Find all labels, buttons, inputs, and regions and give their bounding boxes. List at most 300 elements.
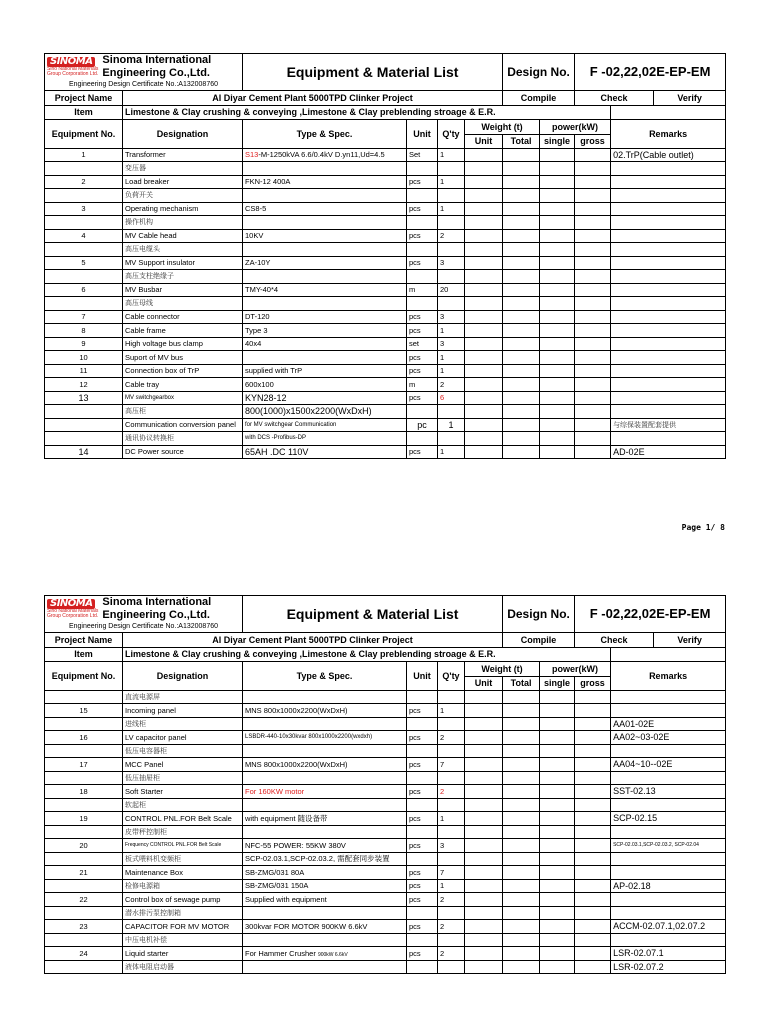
cell-weight-total <box>503 879 540 893</box>
cell-remarks: 02.TrP(Cable outlet) <box>611 148 726 162</box>
cell-power-single <box>540 418 575 432</box>
cell-power-gross <box>575 906 611 920</box>
cell-qty: 6 <box>438 391 465 405</box>
cell-weight-total <box>503 405 540 419</box>
cell-unit <box>407 933 438 947</box>
cell-power-single <box>540 785 575 799</box>
spec-text: SB-ZMG/031 150A <box>245 881 309 891</box>
cell-power-single <box>540 243 575 257</box>
cell-unit <box>407 798 438 812</box>
cell-type-spec <box>243 704 407 718</box>
cell-power-single <box>540 893 575 907</box>
cell-weight-total <box>503 947 540 961</box>
cell-unit: pcs <box>407 704 438 718</box>
cell-weight-unit <box>465 324 503 338</box>
cell-designation: Soft Starter <box>123 785 243 799</box>
cell-qty <box>438 297 465 311</box>
cell-weight-total <box>503 189 540 203</box>
cell-equipment-no: 22 <box>45 893 123 907</box>
company-cell <box>45 596 243 623</box>
cell-weight-total <box>503 297 540 311</box>
cell-weight-total <box>503 364 540 378</box>
cell-power-single <box>540 432 575 446</box>
cell-power-gross <box>575 324 611 338</box>
cell-power-gross <box>575 297 611 311</box>
cell-power-gross <box>575 960 611 974</box>
cell-weight-unit <box>465 270 503 284</box>
cell-weight-total <box>503 717 540 731</box>
table-row <box>45 175 726 189</box>
cell-remarks: SCP-02.15 <box>611 812 726 826</box>
col-type-spec: Type & Spec. <box>243 661 407 690</box>
cell-weight-unit <box>465 405 503 419</box>
table-row <box>45 405 726 419</box>
cell-weight-total <box>503 243 540 257</box>
design-no-value: F -02,22,02E-EP-EM <box>575 54 726 91</box>
cell-designation: CAPACITOR FOR MV MOTOR <box>123 920 243 934</box>
cell-qty: 1 <box>438 418 465 432</box>
cell-unit: set <box>407 337 438 351</box>
cell-weight-unit <box>465 960 503 974</box>
cell-equipment-no: 15 <box>45 704 123 718</box>
cell-remarks <box>611 229 726 243</box>
cell-remarks <box>611 216 726 230</box>
cell-designation: 直流电源屏 <box>123 690 243 704</box>
cell-qty: 2 <box>438 920 465 934</box>
cell-equipment-no: 11 <box>45 364 123 378</box>
cell-power-gross <box>575 256 611 270</box>
cell-remarks <box>611 270 726 284</box>
cell-unit <box>407 960 438 974</box>
table-row <box>45 283 726 297</box>
item-blank <box>611 105 726 119</box>
cell-designation: DC Power source <box>123 445 243 459</box>
cell-designation: Cable connector <box>123 310 243 324</box>
cell-qty: 1 <box>438 175 465 189</box>
spec-text: DT-120 <box>245 312 270 322</box>
cell-remarks <box>611 852 726 866</box>
cell-power-single <box>540 866 575 880</box>
cell-qty <box>438 216 465 230</box>
cell-remarks <box>611 297 726 311</box>
cell-power-gross <box>575 351 611 365</box>
cell-type-spec <box>243 418 407 432</box>
cell-qty: 3 <box>438 839 465 853</box>
cell-weight-unit <box>465 175 503 189</box>
cell-weight-total <box>503 744 540 758</box>
cell-type-spec <box>243 920 407 934</box>
cell-equipment-no <box>45 243 123 257</box>
cell-unit: pcs <box>407 812 438 826</box>
cell-type-spec <box>243 283 407 297</box>
logo-mark: SINOMA <box>47 599 95 609</box>
cell-weight-total <box>503 906 540 920</box>
cell-qty <box>438 243 465 257</box>
col-designation: Designation <box>123 119 243 148</box>
certificate-no: Engineering Design Certificate No.:A132008760 <box>45 80 243 90</box>
cell-type-spec <box>243 378 407 392</box>
table-row <box>45 243 726 257</box>
cell-weight-total <box>503 812 540 826</box>
cell-power-single <box>540 405 575 419</box>
cell-power-gross <box>575 704 611 718</box>
cell-type-spec <box>243 717 407 731</box>
cell-qty: 2 <box>438 229 465 243</box>
cell-weight-total <box>503 324 540 338</box>
cell-power-single <box>540 162 575 176</box>
cell-type-spec <box>243 947 407 961</box>
cell-power-gross <box>575 148 611 162</box>
table-row <box>45 785 726 799</box>
table-row <box>45 906 726 920</box>
cell-unit: m <box>407 378 438 392</box>
cell-power-single <box>540 270 575 284</box>
cell-qty: 3 <box>438 310 465 324</box>
col-unit: Unit <box>407 661 438 690</box>
cell-remarks: AP-02.18 <box>611 879 726 893</box>
col-power: power(kW) <box>540 119 611 134</box>
sinoma-logo <box>47 57 98 78</box>
cell-weight-unit <box>465 758 503 772</box>
cell-equipment-no: 4 <box>45 229 123 243</box>
cell-equipment-no: 5 <box>45 256 123 270</box>
col-unit: Unit <box>407 119 438 148</box>
cell-type-spec <box>243 852 407 866</box>
cell-type-spec <box>243 825 407 839</box>
cell-unit: pcs <box>407 175 438 189</box>
cell-power-gross <box>575 418 611 432</box>
cell-designation: MCC Panel <box>123 758 243 772</box>
cell-unit <box>407 162 438 176</box>
table-row <box>45 310 726 324</box>
cell-remarks <box>611 866 726 880</box>
cell-designation: Liquid starter <box>123 947 243 961</box>
cell-power-gross <box>575 283 611 297</box>
cell-designation: 潜水排污泵控制箱 <box>123 906 243 920</box>
cell-power-gross <box>575 933 611 947</box>
spec-text: for MV switchgear Communication <box>245 421 337 428</box>
project-name-label: Project Name <box>45 632 123 647</box>
table-row <box>45 324 726 338</box>
cell-weight-total <box>503 162 540 176</box>
cell-type-spec <box>243 812 407 826</box>
cell-power-single <box>540 771 575 785</box>
cell-weight-unit <box>465 216 503 230</box>
cell-equipment-no <box>45 270 123 284</box>
cell-remarks <box>611 310 726 324</box>
item-description: Limestone & Clay crushing & conveying ,Limestone & Clay preblending stroage & E.R. <box>123 105 611 119</box>
cell-designation: LV capacitor panel <box>123 731 243 745</box>
cell-designation: High voltage bus clamp <box>123 337 243 351</box>
cell-type-spec <box>243 879 407 893</box>
cell-power-gross <box>575 243 611 257</box>
cell-power-gross <box>575 391 611 405</box>
cell-designation: 低压电容器柜 <box>123 744 243 758</box>
cell-weight-total <box>503 418 540 432</box>
cell-weight-unit <box>465 771 503 785</box>
col-type-spec: Type & Spec. <box>243 119 407 148</box>
cell-equipment-no: 2 <box>45 175 123 189</box>
cell-qty <box>438 432 465 446</box>
cell-weight-total <box>503 283 540 297</box>
cell-designation: CONTROL PNL.FOR Belt Scale <box>123 812 243 826</box>
header-table-1 <box>44 53 726 459</box>
spec-text: Supplied with equipment <box>245 894 327 904</box>
cell-type-spec <box>243 391 407 405</box>
cell-unit: pcs <box>407 364 438 378</box>
cell-qty: 1 <box>438 364 465 378</box>
cell-type-spec <box>243 351 407 365</box>
table-row <box>45 704 726 718</box>
cell-type-spec <box>243 364 407 378</box>
cell-equipment-no <box>45 771 123 785</box>
spec-text: MNS 800x1000x2200(WxDxH) <box>245 705 348 715</box>
cell-unit <box>407 690 438 704</box>
cell-weight-unit <box>465 202 503 216</box>
cell-designation: Control box of sewage pump <box>123 893 243 907</box>
cell-type-spec <box>243 216 407 230</box>
item-blank <box>611 647 726 661</box>
cell-type-spec <box>243 798 407 812</box>
cell-equipment-no: 10 <box>45 351 123 365</box>
cell-equipment-no <box>45 852 123 866</box>
document-title: Equipment & Material List <box>243 596 503 633</box>
col-remarks: Remarks <box>611 119 726 148</box>
cell-qty: 7 <box>438 758 465 772</box>
cell-type-spec <box>243 297 407 311</box>
cell-power-single <box>540 297 575 311</box>
cell-unit: pcs <box>407 947 438 961</box>
cell-equipment-no <box>45 432 123 446</box>
cell-weight-total <box>503 771 540 785</box>
cell-power-gross <box>575 216 611 230</box>
cell-designation: 高压母线 <box>123 297 243 311</box>
certificate-no: Engineering Design Certificate No.:A132008760 <box>45 622 243 632</box>
cell-weight-unit <box>465 189 503 203</box>
cell-remarks: SCP-02.03.1,SCP-02.03.2, SCP-02.04 <box>611 839 726 853</box>
item-description: Limestone & Clay crushing & conveying ,Limestone & Clay preblending stroage & E.R. <box>123 647 611 661</box>
cell-equipment-no <box>45 297 123 311</box>
cell-power-gross <box>575 405 611 419</box>
spec-tail: 900kW 6.6kV <box>317 951 348 958</box>
cell-power-single <box>540 202 575 216</box>
spec-text: SB-ZMG/031 80A <box>245 867 305 877</box>
cell-designation: 负荷开关 <box>123 189 243 203</box>
cell-power-gross <box>575 812 611 826</box>
cell-equipment-no: 23 <box>45 920 123 934</box>
cell-weight-total <box>503 229 540 243</box>
cell-designation: 中压电机补偿 <box>123 933 243 947</box>
cell-weight-unit <box>465 717 503 731</box>
cell-designation: Cable frame <box>123 324 243 338</box>
cell-weight-unit <box>465 933 503 947</box>
cell-qty <box>438 717 465 731</box>
cell-power-gross <box>575 717 611 731</box>
col-equipment-no: Equipment No. <box>45 119 123 148</box>
cell-equipment-no <box>45 798 123 812</box>
cell-type-spec <box>243 256 407 270</box>
cell-remarks <box>611 256 726 270</box>
cell-weight-total <box>503 920 540 934</box>
cell-qty: 3 <box>438 256 465 270</box>
cell-qty <box>438 270 465 284</box>
cell-type-spec <box>243 758 407 772</box>
cell-designation: 检修电源箱 <box>123 879 243 893</box>
cell-unit: pcs <box>407 391 438 405</box>
cell-power-single <box>540 378 575 392</box>
cell-remarks: AA04~10--02E <box>611 758 726 772</box>
cell-type-spec <box>243 906 407 920</box>
cell-unit: pcs <box>407 324 438 338</box>
cell-weight-unit <box>465 297 503 311</box>
document-title: Equipment & Material List <box>243 54 503 91</box>
logo-sub-1: Sino National Materials <box>47 607 99 614</box>
cell-qty: 2 <box>438 785 465 799</box>
cell-unit <box>407 825 438 839</box>
cell-weight-total <box>503 337 540 351</box>
cell-remarks: LSR-02.07.2 <box>611 960 726 974</box>
cell-remarks: AD-02E <box>611 445 726 459</box>
company-name-2: Engineering Co.,Ltd. <box>102 609 210 621</box>
cell-designation: Incoming panel <box>123 704 243 718</box>
cell-weight-total <box>503 690 540 704</box>
cell-weight-total <box>503 852 540 866</box>
table-row <box>45 717 726 731</box>
company-name-1: Sinoma International <box>102 54 212 66</box>
cell-type-spec <box>243 893 407 907</box>
cell-power-single <box>540 229 575 243</box>
cell-equipment-no: 1 <box>45 148 123 162</box>
project-name: Al Diyar Cement Plant 5000TPD Clinker Project <box>123 90 503 105</box>
cell-power-gross <box>575 445 611 459</box>
cell-power-gross <box>575 947 611 961</box>
cell-qty: 2 <box>438 731 465 745</box>
cell-remarks <box>611 744 726 758</box>
cell-remarks: SST-02.13 <box>611 785 726 799</box>
cell-weight-unit <box>465 310 503 324</box>
cell-type-spec <box>243 731 407 745</box>
compile-label: Compile <box>503 90 575 105</box>
cell-type-spec <box>243 785 407 799</box>
table-row <box>45 893 726 907</box>
cell-qty <box>438 852 465 866</box>
cell-weight-total <box>503 175 540 189</box>
cell-qty: 2 <box>438 378 465 392</box>
cell-weight-unit <box>465 283 503 297</box>
cell-unit: pcs <box>407 920 438 934</box>
logo-sub-2: Group Corporation Ltd. <box>47 613 99 619</box>
spec-text: KYN28-12 <box>245 392 287 403</box>
cell-qty <box>438 825 465 839</box>
spec-text: CS8-5 <box>245 204 267 214</box>
design-no-value: F -02,22,02E-EP-EM <box>575 596 726 633</box>
cell-unit: m <box>407 283 438 297</box>
cell-power-gross <box>575 690 611 704</box>
cell-unit <box>407 189 438 203</box>
cell-type-spec <box>243 933 407 947</box>
cell-power-gross <box>575 744 611 758</box>
cell-weight-unit <box>465 879 503 893</box>
cell-power-single <box>540 731 575 745</box>
cell-equipment-no: 6 <box>45 283 123 297</box>
cell-unit: pcs <box>407 731 438 745</box>
cell-designation: Maintenance Box <box>123 866 243 880</box>
spec-text: Type 3 <box>245 325 268 335</box>
cell-power-single <box>540 256 575 270</box>
spec-text: supplied with TrP <box>245 366 303 376</box>
cell-power-single <box>540 933 575 947</box>
cell-equipment-no: 20 <box>45 839 123 853</box>
cell-weight-total <box>503 866 540 880</box>
cell-weight-unit <box>465 391 503 405</box>
cell-qty: 7 <box>438 866 465 880</box>
table-row <box>45 825 726 839</box>
cell-qty <box>438 744 465 758</box>
logo-sub-1: Sino National Materials <box>47 65 99 72</box>
cell-unit <box>407 852 438 866</box>
cell-power-gross <box>575 189 611 203</box>
cell-weight-total <box>503 270 540 284</box>
cell-weight-unit <box>465 947 503 961</box>
cell-unit: pcs <box>407 256 438 270</box>
cell-qty: 2 <box>438 947 465 961</box>
spec-text: 300kvar FOR MOTOR 900KW 6.6kV <box>245 921 368 931</box>
cell-equipment-no: 19 <box>45 812 123 826</box>
cell-power-single <box>540 445 575 459</box>
cell-weight-unit <box>465 243 503 257</box>
cell-remarks <box>611 364 726 378</box>
cell-equipment-no: 12 <box>45 378 123 392</box>
table-row <box>45 432 726 446</box>
cell-type-spec <box>243 337 407 351</box>
cell-weight-unit <box>465 744 503 758</box>
cell-remarks <box>611 771 726 785</box>
cell-weight-total <box>503 798 540 812</box>
cell-power-single <box>540 825 575 839</box>
cell-designation: 高压支柱绝缘子 <box>123 270 243 284</box>
table-row <box>45 378 726 392</box>
cell-designation: Connection box of TrP <box>123 364 243 378</box>
cell-unit <box>407 216 438 230</box>
cell-type-spec <box>243 866 407 880</box>
spec-text: For 160KW motor <box>245 786 305 796</box>
cell-designation: 软起柜 <box>123 798 243 812</box>
table-row <box>45 866 726 880</box>
cell-power-gross <box>575 229 611 243</box>
table-row <box>45 256 726 270</box>
verify-label: Verify <box>654 90 726 105</box>
spec-text: NFC-55 POWER: 55KW 380V <box>245 840 346 850</box>
cell-weight-total <box>503 785 540 799</box>
cell-qty <box>438 405 465 419</box>
cell-power-gross <box>575 825 611 839</box>
cell-designation: 液体电阻启动器 <box>123 960 243 974</box>
cell-power-gross <box>575 731 611 745</box>
cell-weight-unit <box>465 256 503 270</box>
cell-power-single <box>540 310 575 324</box>
cell-weight-total <box>503 704 540 718</box>
cell-remarks <box>611 432 726 446</box>
cell-type-spec <box>243 690 407 704</box>
cell-type-spec <box>243 310 407 324</box>
cell-qty: 1 <box>438 324 465 338</box>
cell-type-spec <box>243 324 407 338</box>
cell-equipment-no: 21 <box>45 866 123 880</box>
cell-remarks <box>611 798 726 812</box>
cell-designation: Load breaker <box>123 175 243 189</box>
cell-equipment-no: 18 <box>45 785 123 799</box>
col-remarks: Remarks <box>611 661 726 690</box>
